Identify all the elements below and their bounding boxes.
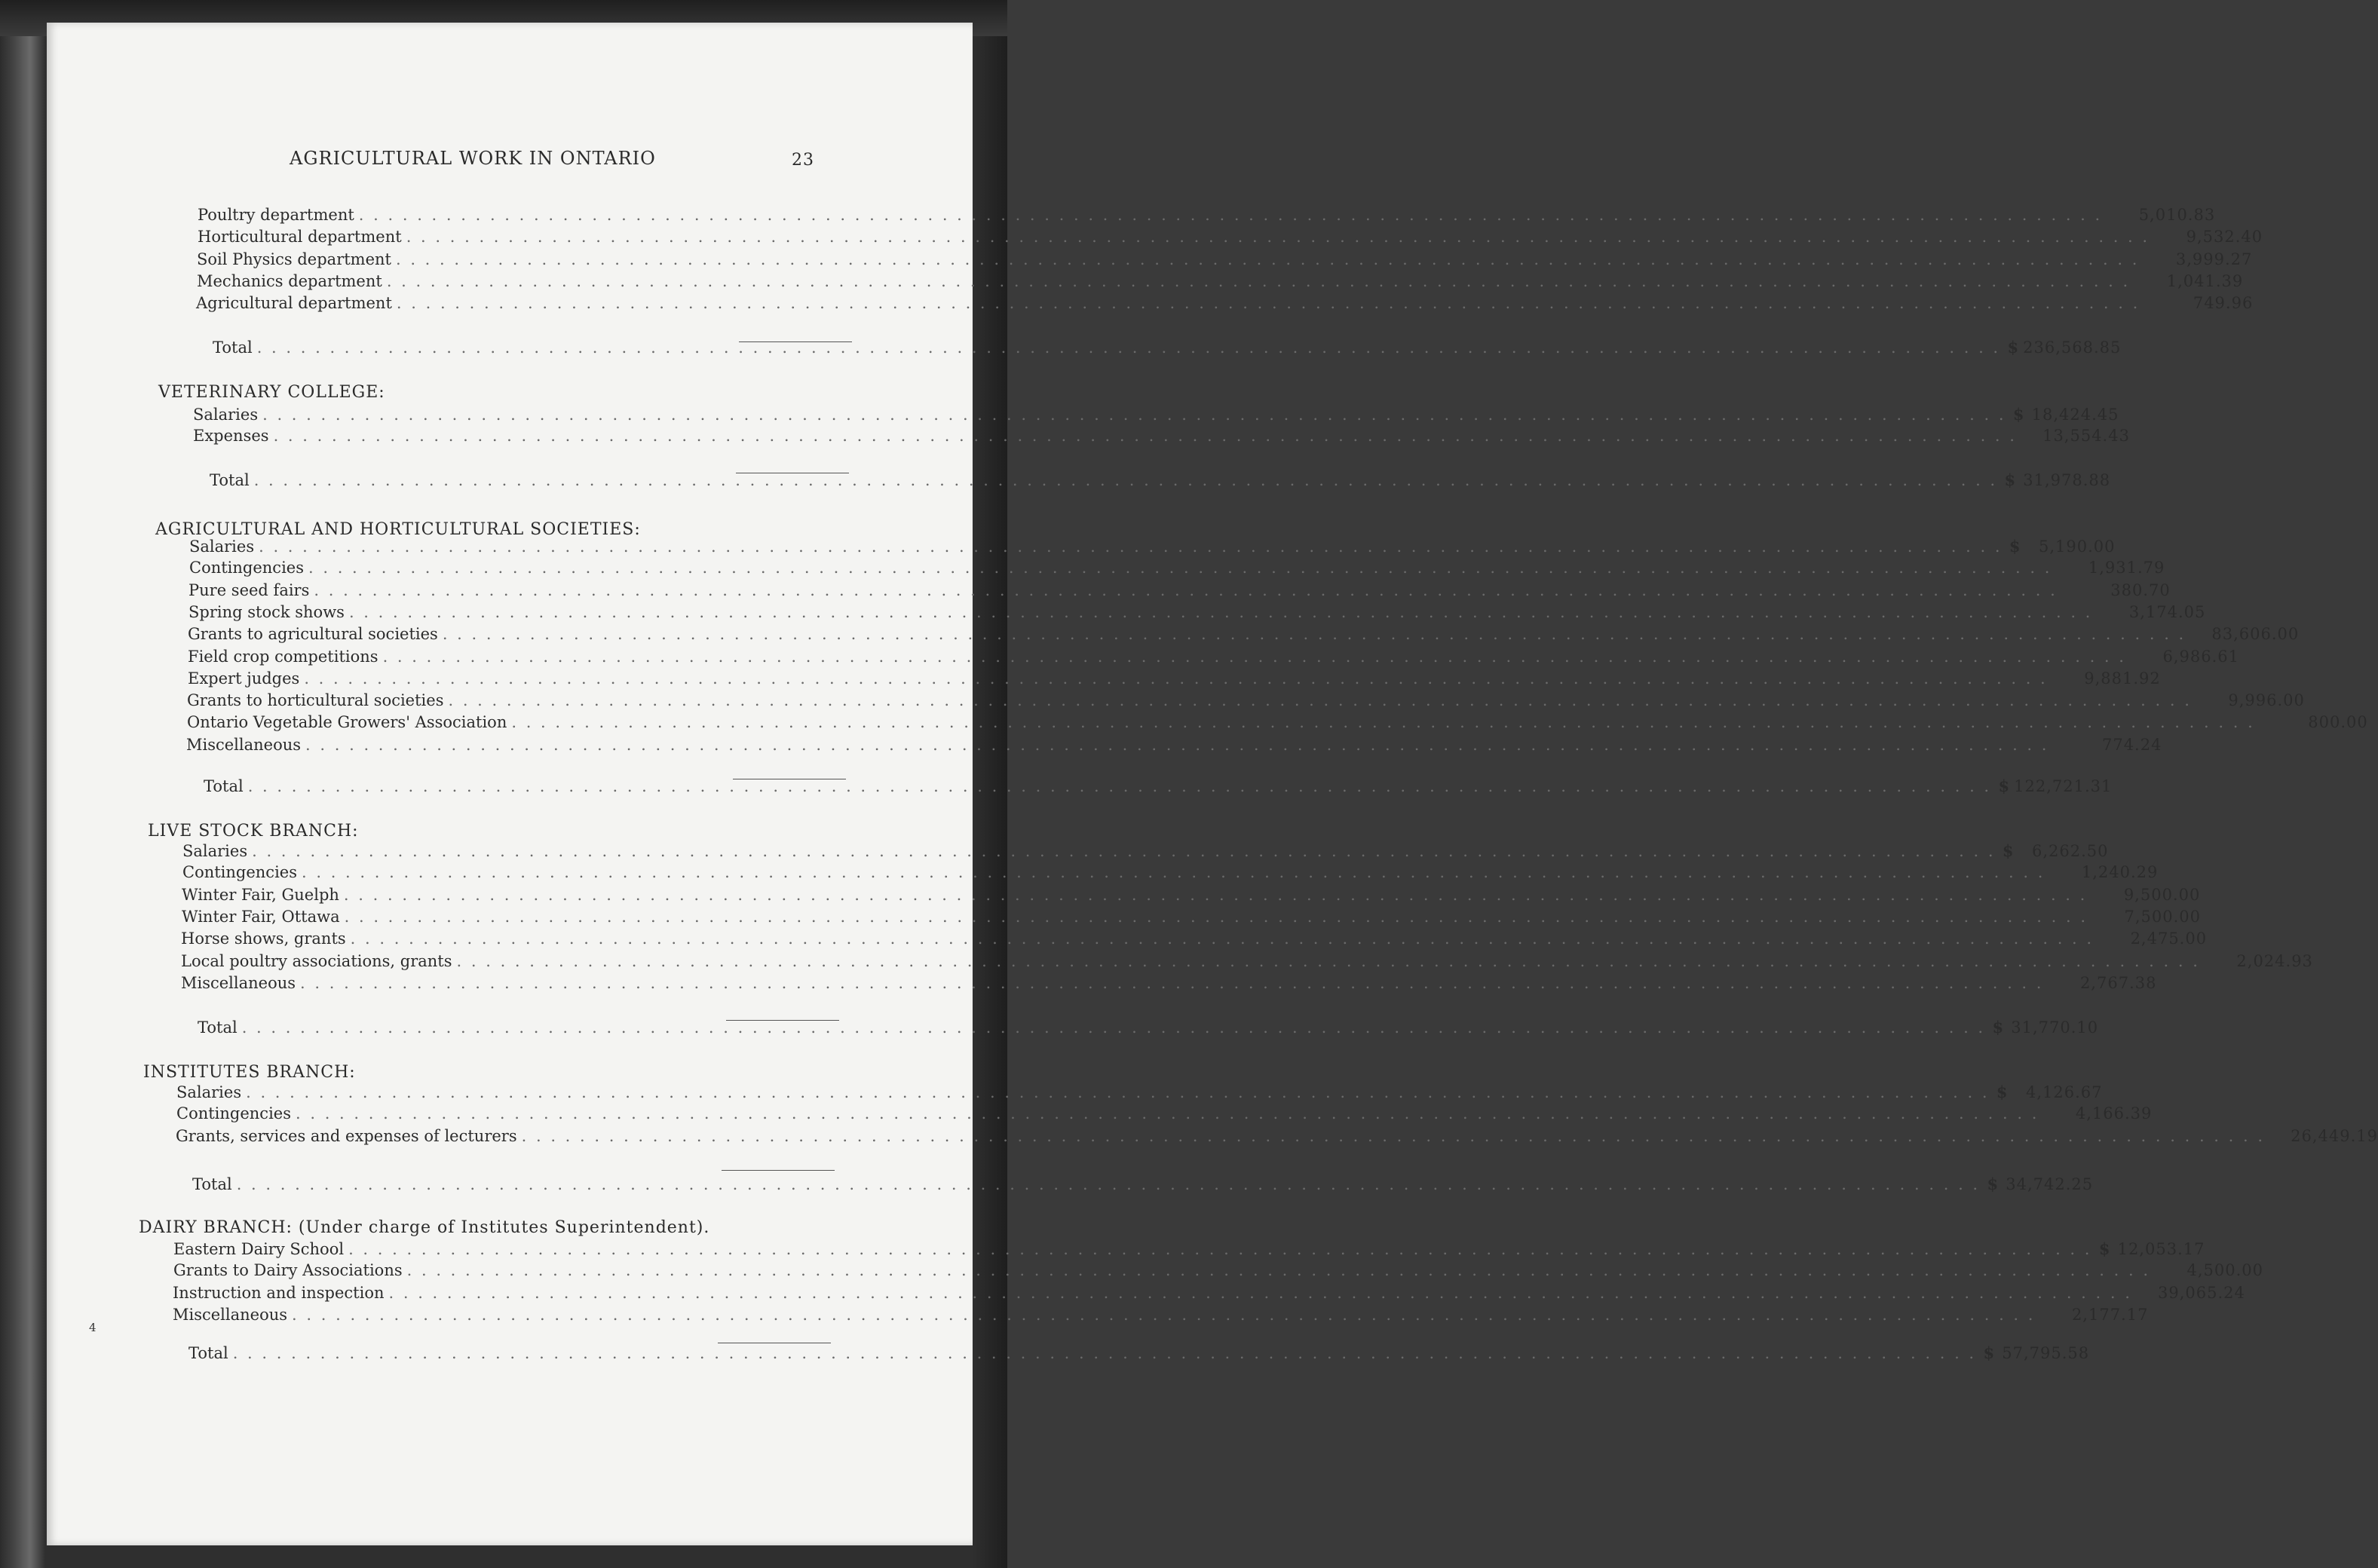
ledger-row-amount: 1,041.39 [2166, 272, 2244, 290]
dot-leader: . . . . . . . . . . . . . . . . . . . . . . . . . . . . . . . . . . . . . . . . . . . . . . . . . . . . . . . . . . . . . . . . . . . . . . . . . . . . . . . . . . . . . . . . . . . . . . . . . . . . . . . . . . . . . . . . . . . . . . . . [386, 272, 2131, 290]
ledger-row-label: Contingencies [176, 1104, 291, 1122]
dot-leader: . . . . . . . . . . . . . . . . . . . . . . . . . . . . . . . . . . . . . . . . . . . . . . . . . . . . . . . . . . . . . . . . . . . . . . . . . . . . . . . . . . . . . . . . . . . . . . . . . . . . . . . . . . . . . . . . . . . . . . . . [308, 559, 2052, 577]
ledger-row-label: Winter Fair, Guelph [182, 886, 339, 904]
dot-leader: . . . . . . . . . . . . . . . . . . . . . . . . . . . . . . . . . . . . . . . . . . . . . . . . . . . . . . . . . . . . . . . . . . . . . . . . . . . . . . . . . . . . . . . . . . . . . . . . . . . . . . . . . . . . . . . . . . . . . . . . [406, 228, 2150, 246]
dollar-sign: $ [1998, 776, 2010, 795]
ledger-row-label: Horticultural department [198, 228, 402, 246]
ledger-row [198, 206, 2216, 228]
ledger-row-amount: 12,053.17 [2117, 1240, 2205, 1258]
total-row-label: Total [188, 1344, 228, 1362]
dot-leader: . . . . . . . . . . . . . . . . . . . . . . . . . . . . . . . . . . . . . . . . . . . . . . . . . . . . . . . . . . . . . . . . . . . . . . . . . . . . . . . . . . . . . . . . . . . . . . . . . . . . . . . . . . . . . . . . . . . . . . . . [305, 736, 2049, 754]
ledger-row-amount: 39,065.24 [2158, 1284, 2245, 1302]
total-row-amount: 34,742.25 [2006, 1175, 2094, 1193]
ledger-row-amount: 9,996.00 [2228, 691, 2305, 709]
section-heading: AGRICULTURAL AND HORTICULTURAL SOCIETIES: [155, 520, 641, 539]
ledger-row [193, 405, 2119, 427]
total-row-label: Total [198, 1018, 237, 1037]
ledger-row-amount: 2,767.38 [2079, 974, 2157, 992]
ledger-row-amount: 4,166.39 [2075, 1104, 2153, 1122]
ledger-row [193, 427, 2130, 449]
dollar-sign: $ [2004, 470, 2016, 489]
ledger-row [196, 294, 2254, 317]
dot-leader: . . . . . . . . . . . . . . . . . . . . . . . . . . . . . . . . . . . . . . . . . . . . . . . . . . . . . . . . . . . . . . . . . . . . . . . . . . . . . . . . . . . . . . . . . . . . . . . . . . . . . . . . . . . . . . . . . . . . . . . . [252, 842, 1996, 860]
ledger-row-label: Pure seed fairs [188, 581, 310, 599]
dot-leader: . . . . . . . . . . . . . . . . . . . . . . . . . . . . . . . . . . . . . . . . . . . . . . . . . . . . . . . . . . . . . . . . . . . . . . . . . . . . . . . . . . . . . . . . . . . . . . . . . . . . . . . . . . . . . . . . . . . . . . . . [511, 713, 2255, 731]
ledger-row-amount: 3,999.27 [2175, 250, 2253, 268]
dollar-sign: $ [2002, 841, 2014, 860]
ledger-row [187, 713, 2368, 736]
ledger-row [188, 648, 2239, 670]
ledger-row-label: Ontario Vegetable Growers' Association [187, 713, 507, 731]
ledger-row-amount: 749.96 [2193, 294, 2254, 312]
ledger-row [189, 537, 2116, 559]
section-heading: VETERINARY COLLEGE: [158, 383, 385, 402]
ledger-row [176, 1104, 2153, 1127]
section-heading: LIVE STOCK BRANCH: [148, 822, 359, 841]
ledger-row-amount: 5,190.00 [2039, 537, 2116, 556]
ledger-row-amount: 9,881.92 [2084, 669, 2161, 688]
ledger-row [182, 863, 2159, 886]
ledger-row-label: Mechanics department [197, 272, 382, 290]
ledger-row-amount: 2,024.93 [2236, 952, 2313, 970]
dollar-sign: $ [1983, 1343, 1995, 1362]
dot-leader: . . . . . . . . . . . . . . . . . . . . . . . . . . . . . . . . . . . . . . . . . . . . . . . . . . . . . . . . . . . . . . . . . . . . . . . . . . . . . . . . . . . . . . . . . . . . . . . . . . . . . . . . . . . . . . . . . . . . . . . . [456, 952, 2200, 970]
ledger-row-amount: 774.24 [2101, 736, 2162, 754]
total-row [188, 1343, 2090, 1366]
ledger-row-label: Grants to Dairy Associations [173, 1261, 403, 1279]
dot-leader: . . . . . . . . . . . . . . . . . . . . . . . . . . . . . . . . . . . . . . . . . . . . . . . . . . . . . . . . . . . . . . . . . . . . . . . . . . . . . . . . . . . . . . . . . . . . . . . . . . . . . . . . . . . . . . . . . . . . . . . . [344, 908, 2088, 926]
ledger-row-label: Miscellaneous [186, 736, 302, 754]
dollar-sign: $ [2007, 338, 2019, 357]
ledger-row-label: Grants to horticultural societies [187, 691, 444, 709]
dot-leader: . . . . . . . . . . . . . . . . . . . . . . . . . . . . . . . . . . . . . . . . . . . . . . . . . . . . . . . . . . . . . . . . . . . . . . . . . . . . . . . . . . . . . . . . . . . . . . . . . . . . . . . . . . . . . . . . . . . . . . . . [253, 471, 1998, 489]
total-row [192, 1174, 2094, 1197]
ledger-row-label: Salaries [182, 842, 248, 860]
ledger-row-amount: 83,606.00 [2211, 625, 2300, 643]
ledger-row [173, 1306, 2149, 1328]
dot-leader: . . . . . . . . . . . . . . . . . . . . . . . . . . . . . . . . . . . . . . . . . . . . . . . . . . . . . . . . . . . . . . . . . . . . . . . . . . . . . . . . . . . . . . . . . . . . . . . . . . . . . . . . . . . . . . . . . . . . . . . . [236, 1175, 1981, 1193]
ledger-row [173, 1239, 2205, 1262]
total-rule [722, 1170, 835, 1171]
ledger-row [188, 603, 2206, 626]
dot-leader: . . . . . . . . . . . . . . . . . . . . . . . . . . . . . . . . . . . . . . . . . . . . . . . . . . . . . . . . . . . . . . . . . . . . . . . . . . . . . . . . . . . . . . . . . . . . . . . . . . . . . . . . . . . . . . . . . . . . . . . . [343, 886, 2088, 904]
ledger-row [176, 1083, 2103, 1105]
ledger-row-amount: 2,475.00 [2130, 929, 2208, 948]
total-row-amount: 31,978.88 [2023, 471, 2111, 489]
ledger-row-amount: 3,174.05 [2128, 603, 2206, 621]
dot-leader: . . . . . . . . . . . . . . . . . . . . . . . . . . . . . . . . . . . . . . . . . . . . . . . . . . . . . . . . . . . . . . . . . . . . . . . . . . . . . . . . . . . . . . . . . . . . . . . . . . . . . . . . . . . . . . . . . . . . . . . . [273, 427, 2017, 445]
ledger-row-amount: 4,500.00 [2186, 1261, 2264, 1279]
total-row-amount: 57,795.58 [2002, 1344, 2090, 1362]
ledger-row [188, 581, 2171, 604]
ledger-row-amount: 380.70 [2110, 581, 2171, 599]
ledger-row-label: Agricultural department [196, 294, 392, 312]
ledger-row-amount: 7,500.00 [2124, 908, 2202, 926]
ledger-row-label: Miscellaneous [173, 1306, 288, 1324]
ledger-row-amount: 1,931.79 [2088, 559, 2165, 577]
ledger-row [182, 908, 2202, 930]
ledger-row-label: Grants to agricultural societies [188, 625, 438, 643]
total-row-amount: 236,568.85 [2023, 338, 2122, 357]
ledger-row-amount: 2,177.17 [2071, 1306, 2149, 1324]
dot-leader: . . . . . . . . . . . . . . . . . . . . . . . . . . . . . . . . . . . . . . . . . . . . . . . . . . . . . . . . . . . . . . . . . . . . . . . . . . . . . . . . . . . . . . . . . . . . . . . . . . . . . . . . . . . . . . . . . . . . . . . . [358, 206, 2103, 224]
section-heading: INSTITUTES BRANCH: [143, 1063, 356, 1082]
ledger-row [173, 1284, 2245, 1306]
ledger-row [186, 736, 2162, 758]
dollar-sign: $ [1996, 1083, 2008, 1101]
total-row [198, 1018, 2099, 1040]
dot-leader: . . . . . . . . . . . . . . . . . . . . . . . . . . . . . . . . . . . . . . . . . . . . . . . . . . . . . . . . . . . . . . . . . . . . . . . . . . . . . . . . . . . . . . . . . . . . . . . . . . . . . . . . . . . . . . . . . . . . . . . . [348, 1240, 2092, 1258]
dot-leader: . . . . . . . . . . . . . . . . . . . . . . . . . . . . . . . . . . . . . . . . . . . . . . . . . . . . . . . . . . . . . . . . . . . . . . . . . . . . . . . . . . . . . . . . . . . . . . . . . . . . . . . . . . . . . . . . . . . . . . . . [448, 691, 2192, 709]
dot-leader: . . . . . . . . . . . . . . . . . . . . . . . . . . . . . . . . . . . . . . . . . . . . . . . . . . . . . . . . . . . . . . . . . . . . . . . . . . . . . . . . . . . . . . . . . . . . . . . . . . . . . . . . . . . . . . . . . . . . . . . . [442, 625, 2186, 643]
ledger-row-label: Local poultry associations, grants [181, 952, 452, 970]
dot-leader: . . . . . . . . . . . . . . . . . . . . . . . . . . . . . . . . . . . . . . . . . . . . . . . . . . . . . . . . . . . . . . . . . . . . . . . . . . . . . . . . . . . . . . . . . . . . . . . . . . . . . . . . . . . . . . . . . . . . . . . . [348, 603, 2093, 621]
dollar-sign: $ [2009, 537, 2021, 556]
total-row [213, 338, 2122, 360]
dot-leader: . . . . . . . . . . . . . . . . . . . . . . . . . . . . . . . . . . . . . . . . . . . . . . . . . . . . . . . . . . . . . . . . . . . . . . . . . . . . . . . . . . . . . . . . . . . . . . . . . . . . . . . . . . . . . . . . . . . . . . . . [246, 1083, 1990, 1101]
total-row-label: Total [204, 777, 244, 795]
ledger-row-label: Contingencies [189, 559, 304, 577]
dot-leader: . . . . . . . . . . . . . . . . . . . . . . . . . . . . . . . . . . . . . . . . . . . . . . . . . . . . . . . . . . . . . . . . . . . . . . . . . . . . . . . . . . . . . . . . . . . . . . . . . . . . . . . . . . . . . . . . . . . . . . . . [388, 1284, 2132, 1302]
ledger-row [181, 952, 2313, 975]
total-row-amount: 31,770.10 [2011, 1018, 2099, 1037]
dot-leader: . . . . . . . . . . . . . . . . . . . . . . . . . . . . . . . . . . . . . . . . . . . . . . . . . . . . . . . . . . . . . . . . . . . . . . . . . . . . . . . . . . . . . . . . . . . . . . . . . . . . . . . . . . . . . . . . . . . . . . . . [302, 863, 2046, 881]
total-row-amount: 122,721.31 [2014, 777, 2113, 795]
ledger-row-label: Contingencies [182, 863, 297, 881]
ledger-row [181, 974, 2157, 997]
dollar-sign: $ [2098, 1239, 2110, 1258]
ledger-row [197, 250, 2253, 273]
signature-mark: 4 [89, 1321, 97, 1334]
ledger-row-label: Expenses [193, 427, 269, 445]
ledger-row-label: Grants, services and expenses of lecturers [176, 1127, 517, 1145]
ledger-row [188, 625, 2300, 648]
dot-leader: . . . . . . . . . . . . . . . . . . . . . . . . . . . . . . . . . . . . . . . . . . . . . . . . . . . . . . . . . . . . . . . . . . . . . . . . . . . . . . . . . . . . . . . . . . . . . . . . . . . . . . . . . . . . . . . . . . . . . . . . [259, 537, 2003, 556]
ledger-row-amount: 1,240.29 [2081, 863, 2159, 881]
dot-leader: . . . . . . . . . . . . . . . . . . . . . . . . . . . . . . . . . . . . . . . . . . . . . . . . . . . . . . . . . . . . . . . . . . . . . . . . . . . . . . . . . . . . . . . . . . . . . . . . . . . . . . . . . . . . . . . . . . . . . . . . [296, 1104, 2039, 1122]
dot-leader: . . . . . . . . . . . . . . . . . . . . . . . . . . . . . . . . . . . . . . . . . . . . . . . . . . . . . . . . . . . . . . . . . . . . . . . . . . . . . . . . . . . . . . . . . . . . . . . . . . . . . . . . . . . . . . . . . . . . . . . . [314, 581, 2058, 599]
ledger-row-amount: 800.00 [2308, 713, 2368, 731]
dollar-sign: $ [2012, 405, 2024, 424]
ledger-row-amount: 18,424.45 [2031, 406, 2119, 424]
dot-leader: . . . . . . . . . . . . . . . . . . . . . . . . . . . . . . . . . . . . . . . . . . . . . . . . . . . . . . . . . . . . . . . . . . . . . . . . . . . . . . . . . . . . . . . . . . . . . . . . . . . . . . . . . . . . . . . . . . . . . . . . [241, 1018, 1986, 1037]
ledger-row-label: Soil Physics department [197, 250, 391, 268]
dot-leader: . . . . . . . . . . . . . . . . . . . . . . . . . . . . . . . . . . . . . . . . . . . . . . . . . . . . . . . . . . . . . . . . . . . . . . . . . . . . . . . . . . . . . . . . . . . . . . . . . . . . . . . . . . . . . . . . . . . . . . . . [350, 929, 2095, 948]
ledger-row [198, 228, 2263, 250]
dot-leader: . . . . . . . . . . . . . . . . . . . . . . . . . . . . . . . . . . . . . . . . . . . . . . . . . . . . . . . . . . . . . . . . . . . . . . . . . . . . . . . . . . . . . . . . . . . . . . . . . . . . . . . . . . . . . . . . . . . . . . . . [247, 777, 1992, 795]
ledger-row [187, 691, 2305, 714]
ledger-row-label: Expert judges [188, 669, 300, 688]
page-number: 23 [792, 151, 814, 170]
dot-leader: . . . . . . . . . . . . . . . . . . . . . . . . . . . . . . . . . . . . . . . . . . . . . . . . . . . . . . . . . . . . . . . . . . . . . . . . . . . . . . . . . . . . . . . . . . . . . . . . . . . . . . . . . . . . . . . . . . . . . . . . [232, 1344, 1977, 1362]
ledger-row-amount: 26,449.19 [2291, 1127, 2378, 1145]
ledger-row-label: Horse shows, grants [181, 929, 346, 948]
ledger-row-amount: 13,554.43 [2042, 427, 2130, 445]
ledger-row-amount: 6,986.61 [2162, 648, 2239, 666]
ledger-row [176, 1127, 2378, 1150]
ledger-row-amount: 5,010.83 [2138, 206, 2216, 224]
ledger-row [197, 272, 2244, 295]
dot-leader: . . . . . . . . . . . . . . . . . . . . . . . . . . . . . . . . . . . . . . . . . . . . . . . . . . . . . . . . . . . . . . . . . . . . . . . . . . . . . . . . . . . . . . . . . . . . . . . . . . . . . . . . . . . . . . . . . . . . . . . . [395, 250, 2140, 268]
dot-leader: . . . . . . . . . . . . . . . . . . . . . . . . . . . . . . . . . . . . . . . . . . . . . . . . . . . . . . . . . . . . . . . . . . . . . . . . . . . . . . . . . . . . . . . . . . . . . . . . . . . . . . . . . . . . . . . . . . . . . . . . [292, 1306, 2036, 1324]
ledger-row-label: Winter Fair, Ottawa [182, 908, 340, 926]
dot-leader: . . . . . . . . . . . . . . . . . . . . . . . . . . . . . . . . . . . . . . . . . . . . . . . . . . . . . . . . . . . . . . . . . . . . . . . . . . . . . . . . . . . . . . . . . . . . . . . . . . . . . . . . . . . . . . . . . . . . . . . . [406, 1261, 2151, 1279]
ledger-row-label: Eastern Dairy School [173, 1240, 345, 1258]
ledger-row-label: Miscellaneous [181, 974, 296, 992]
dollar-sign: $ [1987, 1174, 1999, 1193]
ledger-row-label: Salaries [189, 537, 255, 556]
ledger-row-label: Salaries [193, 406, 259, 424]
ledger-row-amount: 6,262.50 [2032, 842, 2109, 860]
ledger-row [182, 886, 2201, 908]
total-row-label: Total [213, 338, 253, 357]
total-row [204, 776, 2113, 799]
total-row [210, 470, 2111, 493]
ledger-row [181, 929, 2208, 952]
dot-leader: . . . . . . . . . . . . . . . . . . . . . . . . . . . . . . . . . . . . . . . . . . . . . . . . . . . . . . . . . . . . . . . . . . . . . . . . . . . . . . . . . . . . . . . . . . . . . . . . . . . . . . . . . . . . . . . . . . . . . . . . [300, 974, 2044, 992]
total-row-label: Total [192, 1175, 232, 1193]
dot-leader: . . . . . . . . . . . . . . . . . . . . . . . . . . . . . . . . . . . . . . . . . . . . . . . . . . . . . . . . . . . . . . . . . . . . . . . . . . . . . . . . . . . . . . . . . . . . . . . . . . . . . . . . . . . . . . . . . . . . . . . . [382, 648, 2126, 666]
total-row-label: Total [210, 471, 250, 489]
ledger-row [173, 1261, 2264, 1284]
dot-leader: . . . . . . . . . . . . . . . . . . . . . . . . . . . . . . . . . . . . . . . . . . . . . . . . . . . . . . . . . . . . . . . . . . . . . . . . . . . . . . . . . . . . . . . . . . . . . . . . . . . . . . . . . . . . . . . . . . . . . . . . [262, 406, 2006, 424]
ledger-row [182, 841, 2109, 864]
ledger-row-amount: 4,126.67 [2026, 1083, 2103, 1101]
ledger-row-label: Instruction and inspection [173, 1284, 385, 1302]
running-head: AGRICULTURAL WORK IN ONTARIO [290, 148, 656, 169]
ledger-row-label: Salaries [176, 1083, 242, 1101]
ledger-row [189, 559, 2165, 581]
ledger-row-label: Poultry department [198, 206, 354, 224]
ledger-row-amount: 9,532.40 [2186, 228, 2263, 246]
dot-leader: . . . . . . . . . . . . . . . . . . . . . . . . . . . . . . . . . . . . . . . . . . . . . . . . . . . . . . . . . . . . . . . . . . . . . . . . . . . . . . . . . . . . . . . . . . . . . . . . . . . . . . . . . . . . . . . . . . . . . . . . [256, 338, 2001, 357]
ledger-row-label: Spring stock shows [188, 603, 345, 621]
dot-leader: . . . . . . . . . . . . . . . . . . . . . . . . . . . . . . . . . . . . . . . . . . . . . . . . . . . . . . . . . . . . . . . . . . . . . . . . . . . . . . . . . . . . . . . . . . . . . . . . . . . . . . . . . . . . . . . . . . . . . . . . [396, 294, 2141, 312]
ledger-row [188, 669, 2161, 692]
ledger-row-amount: 9,500.00 [2123, 886, 2201, 904]
section-heading: DAIRY BRANCH: (Under charge of Institutes Superintendent). [139, 1218, 710, 1237]
dollar-sign: $ [1992, 1018, 2004, 1037]
dot-leader: . . . . . . . . . . . . . . . . . . . . . . . . . . . . . . . . . . . . . . . . . . . . . . . . . . . . . . . . . . . . . . . . . . . . . . . . . . . . . . . . . . . . . . . . . . . . . . . . . . . . . . . . . . . . . . . . . . . . . . . . [521, 1127, 2266, 1145]
ledger-row-label: Field crop competitions [188, 648, 378, 666]
dot-leader: . . . . . . . . . . . . . . . . . . . . . . . . . . . . . . . . . . . . . . . . . . . . . . . . . . . . . . . . . . . . . . . . . . . . . . . . . . . . . . . . . . . . . . . . . . . . . . . . . . . . . . . . . . . . . . . . . . . . . . . . [304, 669, 2048, 688]
